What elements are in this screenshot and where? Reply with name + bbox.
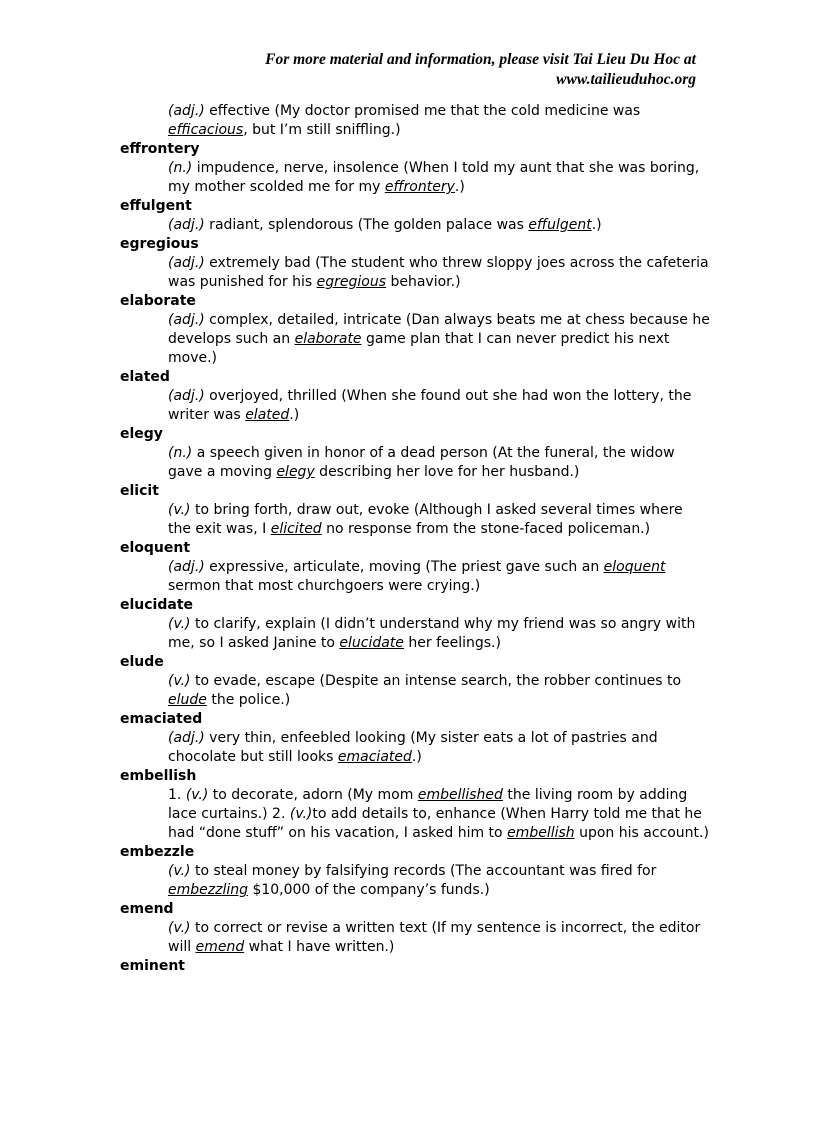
- definition-text: to evade, escape (Despite an intense search, the robber continues to: [190, 673, 682, 689]
- vocab-word: effulgent: [120, 198, 192, 214]
- definition-text: .): [411, 749, 422, 765]
- vocab-entry: [120, 102, 710, 140]
- vocab-entry: [120, 235, 710, 292]
- example-word: eloquent: [603, 559, 666, 575]
- vocab-entry: [120, 292, 710, 368]
- definition-text: very thin, enfeebled looking (My sister eats a lot of pastries and chocolate but still looks: [168, 730, 658, 765]
- example-word: elude: [168, 692, 207, 708]
- vocab-entry: [120, 482, 710, 539]
- vocab-definition: [120, 615, 710, 653]
- example-word: egregious: [316, 274, 387, 290]
- page-header: [176, 50, 696, 90]
- vocab-word: egregious: [120, 236, 199, 252]
- part-of-speech: (v.): [168, 502, 191, 518]
- definition-text: the living room by adding lace curtains.) 2.: [168, 787, 688, 822]
- vocab-definition: [120, 558, 710, 596]
- definition-text: impudence, nerve, insolence (When I told my aunt that she was boring, my mother scolded me for my: [168, 160, 700, 195]
- vocab-entry: [120, 197, 710, 235]
- vocab-word: elated: [120, 369, 170, 385]
- vocab-word: eloquent: [120, 540, 191, 556]
- definition-text: to bring forth, draw out, evoke (Although I asked several times where the exit was, I: [168, 502, 683, 537]
- part-of-speech: (v.): [168, 673, 191, 689]
- definition-text: behavior.): [386, 274, 461, 290]
- example-word: effrontery: [384, 179, 455, 195]
- definition-text: a speech given in honor of a dead person (At the funeral, the widow gave a moving: [168, 445, 675, 480]
- vocab-definition: [120, 216, 710, 235]
- vocab-definition: [120, 254, 710, 292]
- vocab-entry: [120, 596, 710, 653]
- definition-text: to decorate, adorn (My mom: [208, 787, 418, 803]
- part-of-speech: (adj.): [168, 559, 205, 575]
- definition-text: 1.: [168, 787, 186, 803]
- part-of-speech: (adj.): [168, 217, 205, 233]
- vocabulary-list: [120, 102, 710, 976]
- part-of-speech: (v.): [289, 806, 313, 822]
- vocab-entry: [120, 539, 710, 596]
- definition-text: describing her love for her husband.): [314, 464, 580, 480]
- vocab-definition: [120, 919, 710, 957]
- vocab-word: emend: [120, 901, 174, 917]
- example-word: elaborate: [294, 331, 362, 347]
- definition-text: the police.): [206, 692, 291, 708]
- vocab-entry: [120, 767, 710, 843]
- definition-text: to steal money by falsifying records (The accountant was fired for: [190, 863, 657, 879]
- definition-text: .): [454, 179, 465, 195]
- definition-text: game plan that I can never predict his next move.): [168, 331, 670, 366]
- part-of-speech: (n.): [168, 445, 193, 461]
- definition-text: sermon that most churchgoers were crying.): [168, 578, 481, 594]
- vocab-entry: [120, 140, 710, 197]
- vocab-entry: [120, 368, 710, 425]
- vocab-entry: [120, 900, 710, 957]
- vocab-word: effrontery: [120, 141, 200, 157]
- example-word: elated: [245, 407, 290, 423]
- vocab-entry: [120, 653, 710, 710]
- definition-text: overjoyed, thrilled (When she found out she had won the lottery, the writer was: [168, 388, 692, 423]
- definition-text: her feelings.): [403, 635, 501, 651]
- vocab-definition: [120, 311, 710, 368]
- example-word: elucidate: [339, 635, 404, 651]
- vocab-word: embellish: [120, 768, 197, 784]
- definition-text: upon his account.): [574, 825, 709, 841]
- example-word: embellish: [507, 825, 575, 841]
- vocab-entry: [120, 710, 710, 767]
- definition-text: .): [289, 407, 300, 423]
- definition-text: extremely bad (The student who threw sloppy joes across the cafeteria was punished for his: [168, 255, 709, 290]
- vocab-definition: [120, 729, 710, 767]
- definition-text: complex, detailed, intricate (Dan always beats me at chess because he develops such an: [168, 312, 710, 347]
- vocab-definition: [120, 672, 710, 710]
- vocab-entry: [120, 957, 710, 976]
- definition-text: $10,000 of the company’s funds.): [248, 882, 490, 898]
- vocab-word: embezzle: [120, 844, 195, 860]
- example-word: efficacious: [168, 122, 244, 138]
- example-word: emend: [195, 939, 245, 955]
- definition-text: , but I’m still sniffling.): [243, 122, 401, 138]
- definition-text: effective (My doctor promised me that the cold medicine was: [204, 103, 641, 119]
- header-line-1: For more material and information, please visit Tai Lieu Du Hoc at: [265, 51, 696, 68]
- vocab-entry: [120, 425, 710, 482]
- part-of-speech: (v.): [168, 616, 191, 632]
- vocab-definition: [120, 786, 710, 843]
- vocab-definition: [120, 387, 710, 425]
- definition-text: radiant, splendorous (The golden palace was: [204, 217, 529, 233]
- part-of-speech: (adj.): [168, 255, 205, 271]
- vocab-word: elegy: [120, 426, 163, 442]
- definition-text: expressive, articulate, moving (The priest gave such an: [204, 559, 604, 575]
- part-of-speech: (adj.): [168, 730, 205, 746]
- example-word: emaciated: [337, 749, 412, 765]
- example-word: elegy: [276, 464, 315, 480]
- definition-text: what I have written.): [244, 939, 395, 955]
- vocab-word: elicit: [120, 483, 159, 499]
- part-of-speech: (v.): [168, 920, 191, 936]
- vocab-word: elucidate: [120, 597, 194, 613]
- vocab-word: emaciated: [120, 711, 203, 727]
- vocab-definition: [120, 102, 710, 140]
- part-of-speech: (n.): [168, 160, 193, 176]
- example-word: elicited: [270, 521, 322, 537]
- part-of-speech: (adj.): [168, 312, 205, 328]
- part-of-speech: (v.): [185, 787, 209, 803]
- header-url: www.tailieuduhoc.org: [556, 71, 696, 88]
- vocab-word: elaborate: [120, 293, 196, 309]
- definition-text: to add details to, enhance (When Harry told me that he had “done stuff” on his vacation, I asked him to: [168, 806, 702, 841]
- vocab-definition: [120, 862, 710, 900]
- definition-text: .): [591, 217, 602, 233]
- vocab-definition: [120, 444, 710, 482]
- vocab-word: eminent: [120, 958, 186, 974]
- example-word: embellished: [417, 787, 503, 803]
- definition-text: to correct or revise a written text (If my sentence is incorrect, the editor will: [168, 920, 701, 955]
- part-of-speech: (adj.): [168, 103, 205, 119]
- example-word: effulgent: [528, 217, 592, 233]
- vocab-entry: [120, 843, 710, 900]
- definition-text: to clarify, explain (I didn’t understand why my friend was so angry with me, so I asked Janine to: [168, 616, 696, 651]
- part-of-speech: (v.): [168, 863, 191, 879]
- vocab-word: elude: [120, 654, 164, 670]
- vocab-definition: [120, 159, 710, 197]
- definition-text: no response from the stone-faced policeman.): [321, 521, 651, 537]
- vocab-definition: [120, 501, 710, 539]
- example-word: embezzling: [168, 882, 248, 898]
- part-of-speech: (adj.): [168, 388, 205, 404]
